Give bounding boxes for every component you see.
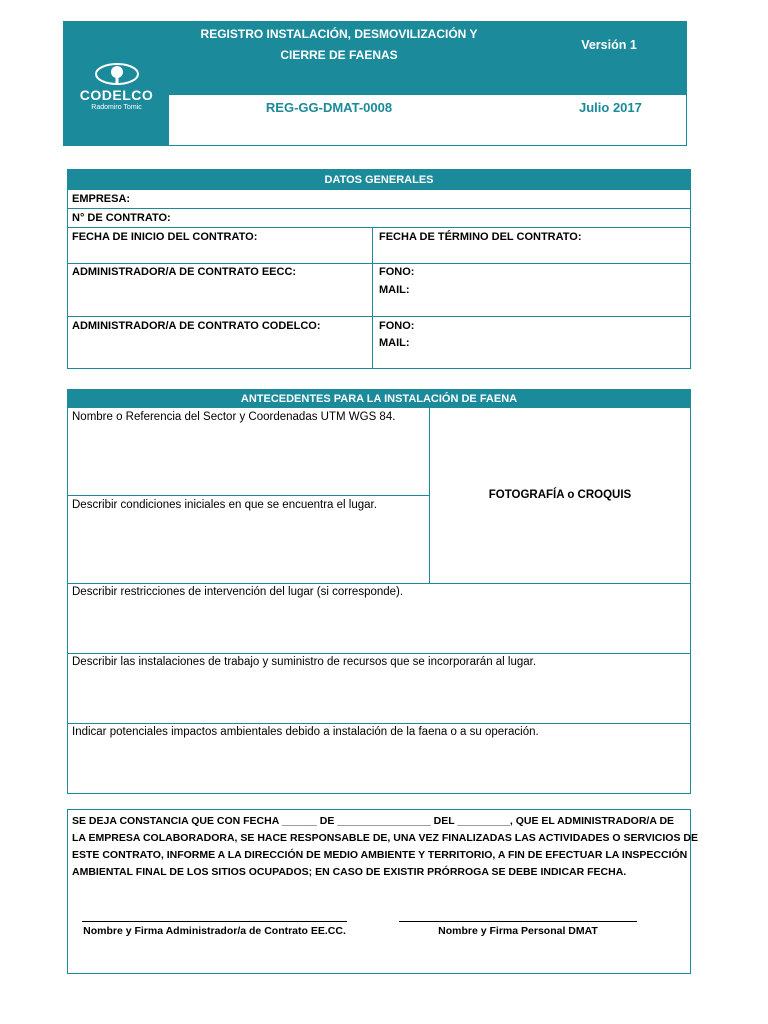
logo-cell [64,22,169,145]
constancia-box [67,809,698,974]
fono-eecc-label: FONO: [379,266,415,278]
constancia-line-4: AMBIENTAL FINAL DE LOS SITIOS OCUPADOS; EN CASO DE EXISTIR PRÓRROGA SE DEBE INDICAR FECHA. [72,866,627,878]
firma-dmat-label: Nombre y Firma Personal DMAT [438,925,598,937]
code-row [169,95,686,145]
version-label: Versión 1 [581,38,637,52]
antecedentes-title: ANTECEDENTES PARA LA INSTALACIÓN DE FAENA [68,390,690,408]
fecha-inicio-label: FECHA DE INICIO DEL CONTRATO: [72,231,258,243]
constancia-line-2: LA EMPRESA COLABORADORA, SE HACE RESPONSABLE DE, UNA VEZ FINALIZADAS LAS ACTIVIDADES O SERVICIOS DE [72,832,698,844]
mail-codelco-label: MAIL: [379,337,410,349]
title-line-1: REGISTRO INSTALACIÓN, DESMOVILIZACIÓN Y [200,27,478,41]
empresa-label: EMPRESA: [72,193,131,205]
document-date: Julio 2017 [579,100,642,115]
datos-generales-title: DATOS GENERALES [68,170,690,190]
firma-admin-label: Nombre y Firma Administrador/a de Contrato EE.CC. [83,925,346,937]
title-band [169,22,686,95]
contrato-label: N° DE CONTRATO: [72,212,171,224]
constancia-line-3: ESTE CONTRATO, INFORME A LA DIRECCIÓN DE MEDIO AMBIENTE Y TERRITORIO, A FIN DE EFECTUAR LA INSPECCIÓN [72,849,688,861]
document-code: REG-GG-DMAT-0008 [265,100,393,115]
logo-text: CODELCO [79,87,154,103]
antecedentes-table [67,389,691,794]
datos-generales-table [67,169,691,369]
codelco-logo-icon [94,62,140,86]
mail-eecc-label: MAIL: [379,284,410,296]
sector-label: Nombre o Referencia del Sector y Coordenadas UTM WGS 84. [72,411,396,423]
admin-eecc-label: ADMINISTRADOR/A DE CONTRATO EECC: [72,266,297,278]
restricciones-label: Describir restricciones de intervención del lugar (si corresponde). [72,586,404,598]
admin-codelco-label: ADMINISTRADOR/A DE CONTRATO CODELCO: [72,320,321,332]
instalaciones-label: Describir las instalaciones de trabajo y suministro de recursos que se incorporarán al lugar. [72,656,537,668]
constancia-line-1: SE DEJA CONSTANCIA QUE CON FECHA ______ DE ________________ DEL _________, QUE EL ADMINISTRADOR/A DE [72,815,675,827]
fono-codelco-label: FONO: [379,320,415,332]
signature-line-admin [82,921,347,922]
signature-line-dmat [399,921,637,922]
title-line-2: CIERRE DE FAENAS [280,48,398,62]
foto-croquis-label: FOTOGRAFÍA o CROQUIS [488,489,632,501]
impactos-label: Indicar potenciales impactos ambientales debido a instalación de la faena o a su operación. [72,726,539,738]
fecha-termino-label: FECHA DE TÉRMINO DEL CONTRATO: [379,231,582,243]
condiciones-label: Describir condiciones iniciales en que se encuentra el lugar. [72,499,377,511]
logo-subtext: Radomiro Tomic [91,104,142,111]
document-header [63,21,687,146]
